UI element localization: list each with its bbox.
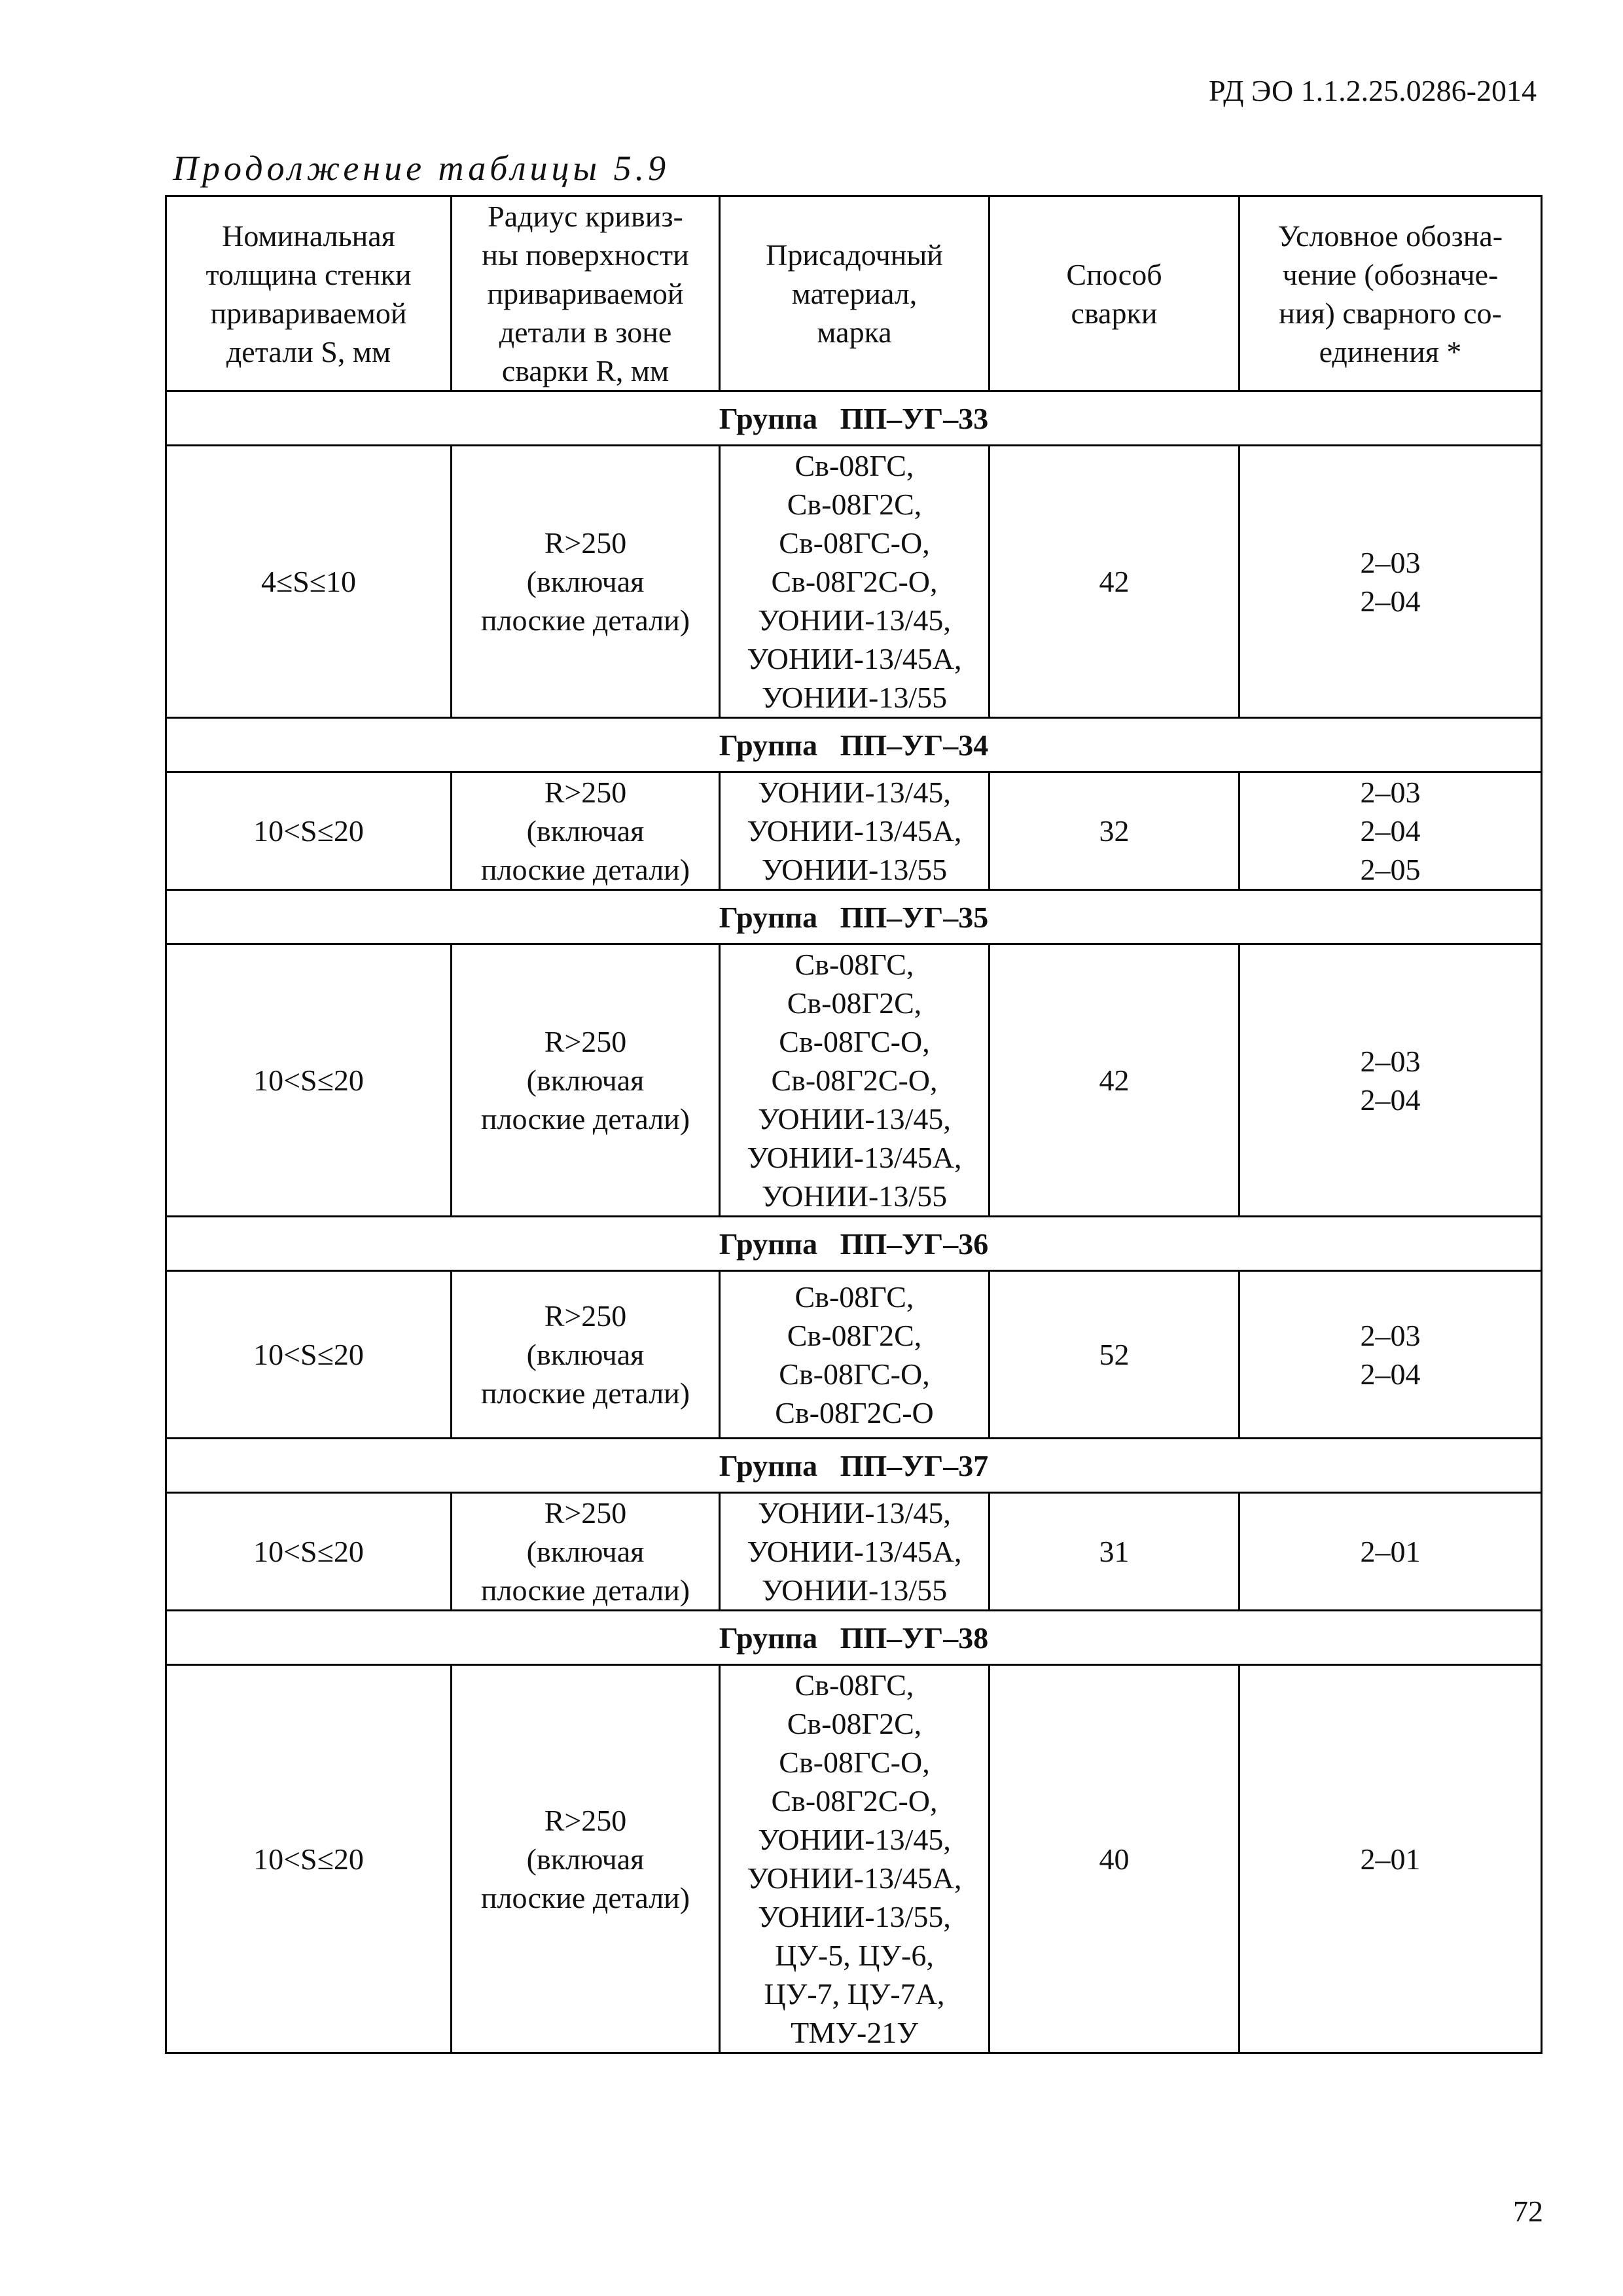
group-header-row xyxy=(166,391,1542,446)
header-method-line: Способ xyxy=(1066,257,1162,291)
designation-cell-line: 2–04 xyxy=(1360,814,1421,848)
header-thickness-line: привариваемой xyxy=(210,296,407,330)
radius-cell-line: R>250 xyxy=(544,1025,627,1058)
header-thickness-line: Номинальная xyxy=(222,219,395,253)
header-designation-line: Условное обозна- xyxy=(1277,219,1503,253)
radius-cell-line: (включая xyxy=(526,1842,645,1876)
header-radius-line: ны поверхности xyxy=(482,238,689,272)
material-cell-line: Св-08Г2С, xyxy=(787,1707,922,1740)
header-method-line: сварки xyxy=(1071,296,1158,330)
designation-cell-line: 2–01 xyxy=(1360,1535,1421,1568)
material-cell-line: Св-08Г2С, xyxy=(787,488,922,521)
group-header-row xyxy=(166,718,1542,772)
material-cell-line: Св-08Г2С-О, xyxy=(771,565,938,598)
page-number: 72 xyxy=(1513,2195,1543,2228)
header-radius-line: Радиус кривиз- xyxy=(488,200,683,233)
header-radius-line: привариваемой xyxy=(487,277,684,310)
designation-cell-line: 2–05 xyxy=(1360,853,1421,886)
header-method xyxy=(990,196,1240,391)
radius-cell-line: R>250 xyxy=(544,776,627,809)
thickness-cell: 4≤S≤10 xyxy=(166,446,452,718)
thickness-cell: 10<S≤20 xyxy=(166,1271,452,1439)
header-thickness-line: детали S, мм xyxy=(226,334,391,368)
material-cell-line: ЦУ-7, ЦУ-7А, xyxy=(764,1977,945,2011)
group-header-row xyxy=(166,1611,1542,1665)
table-row xyxy=(166,772,1542,890)
material-cell-line: Св-08Г2С, xyxy=(787,986,922,1020)
radius-cell-line: плоские детали) xyxy=(480,1880,690,1914)
table-row xyxy=(166,1271,1542,1439)
group-title: Группа ПП–УГ–34 xyxy=(166,718,1542,772)
header-thickness-line: толщина стенки xyxy=(205,257,412,291)
material-cell-line: УОНИИ-13/45, xyxy=(758,603,951,637)
method-cell: 42 xyxy=(990,944,1240,1217)
material-cell xyxy=(720,1271,990,1439)
group-header-row xyxy=(166,890,1542,944)
radius-cell-line: R>250 xyxy=(544,1299,627,1333)
material-cell-line: УОНИИ-13/55 xyxy=(761,681,948,714)
material-cell-line: УОНИИ-13/45, xyxy=(758,1823,951,1856)
material-cell-line: Св-08ГС, xyxy=(794,1280,914,1314)
material-cell-line: Св-08ГС-О, xyxy=(779,1025,930,1058)
group-title: Группа ПП–УГ–38 xyxy=(166,1611,1542,1665)
group-title: Группа ПП–УГ–37 xyxy=(166,1439,1542,1493)
group-title: Группа ПП–УГ–33 xyxy=(166,391,1542,446)
method-cell: 52 xyxy=(990,1271,1240,1439)
method-cell: 32 xyxy=(990,772,1240,890)
thickness-cell: 10<S≤20 xyxy=(166,1665,452,2053)
header-material xyxy=(720,196,990,391)
table-row xyxy=(166,446,1542,718)
header-material-line: марка xyxy=(817,315,892,349)
group-header-row xyxy=(166,1217,1542,1271)
material-cell-line: Св-08ГС-О, xyxy=(779,526,930,560)
radius-cell xyxy=(452,772,720,890)
radius-cell xyxy=(452,944,720,1217)
material-cell-line: УОНИИ-13/45А, xyxy=(747,1861,962,1895)
designation-cell xyxy=(1240,1665,1542,2053)
header-thickness xyxy=(166,196,452,391)
material-cell-line: Св-08ГС, xyxy=(794,1668,914,1702)
designation-cell xyxy=(1240,1493,1542,1611)
radius-cell-line: R>250 xyxy=(544,1496,627,1530)
material-cell-line: Св-08ГС, xyxy=(794,449,914,482)
designation-cell xyxy=(1240,446,1542,718)
material-cell-line: УОНИИ-13/55 xyxy=(761,1573,948,1607)
material-cell xyxy=(720,1665,990,2053)
designation-cell xyxy=(1240,944,1542,1217)
method-cell: 31 xyxy=(990,1493,1240,1611)
material-cell-line: УОНИИ-13/45, xyxy=(758,776,951,809)
group-header-row xyxy=(166,1439,1542,1493)
radius-cell-line: плоские детали) xyxy=(480,603,690,637)
material-cell xyxy=(720,1493,990,1611)
material-cell-line: УОНИИ-13/45А, xyxy=(747,642,962,675)
material-cell-line: УОНИИ-13/45А, xyxy=(747,1535,962,1568)
material-cell-line: Св-08Г2С, xyxy=(787,1318,922,1352)
material-cell-line: УОНИИ-13/55 xyxy=(761,1179,948,1213)
material-cell-line: Св-08Г2С-О, xyxy=(771,1064,938,1097)
table-row xyxy=(166,1493,1542,1611)
material-cell-line: Св-08Г2С-О, xyxy=(771,1784,938,1818)
thickness-cell: 10<S≤20 xyxy=(166,944,452,1217)
radius-cell-line: плоские детали) xyxy=(480,853,690,886)
material-cell-line: ТМУ-21У xyxy=(791,2016,918,2049)
designation-cell xyxy=(1240,1271,1542,1439)
material-cell-line: УОНИИ-13/45, xyxy=(758,1102,951,1136)
material-cell-line: УОНИИ-13/45, xyxy=(758,1496,951,1530)
welding-table xyxy=(165,195,1543,2054)
header-designation-line: ния) сварного со- xyxy=(1279,296,1502,330)
designation-cell-line: 2–03 xyxy=(1360,1044,1421,1078)
header-radius-line: сварки R, мм xyxy=(501,354,669,387)
radius-cell-line: плоские детали) xyxy=(480,1376,690,1410)
method-cell: 42 xyxy=(990,446,1240,718)
material-cell xyxy=(720,944,990,1217)
material-cell-line: Св-08ГС, xyxy=(794,948,914,981)
document-code: РД ЭО 1.1.2.25.0286-2014 xyxy=(1209,74,1537,107)
group-title: Группа ПП–УГ–35 xyxy=(166,890,1542,944)
radius-cell-line: (включая xyxy=(526,1338,645,1371)
header-designation-line: чение (обозначе- xyxy=(1282,257,1499,291)
designation-cell-line: 2–04 xyxy=(1360,1083,1421,1117)
table-row xyxy=(166,1665,1542,2053)
thickness-cell: 10<S≤20 xyxy=(166,772,452,890)
material-cell xyxy=(720,446,990,718)
designation-cell xyxy=(1240,772,1542,890)
designation-cell-line: 2–03 xyxy=(1360,545,1421,579)
material-cell xyxy=(720,772,990,890)
header-radius-line: детали в зоне xyxy=(499,315,672,349)
header-radius xyxy=(452,196,720,391)
table-header-row xyxy=(166,196,1542,391)
header-material-line: Присадочный xyxy=(766,238,943,272)
radius-cell xyxy=(452,1665,720,2053)
designation-cell-line: 2–04 xyxy=(1360,584,1421,618)
designation-cell-line: 2–04 xyxy=(1360,1357,1421,1391)
radius-cell-line: (включая xyxy=(526,565,645,598)
radius-cell xyxy=(452,446,720,718)
radius-cell-line: R>250 xyxy=(544,1803,627,1837)
thickness-cell: 10<S≤20 xyxy=(166,1493,452,1611)
material-cell-line: Св-08ГС-О, xyxy=(779,1746,930,1779)
material-cell-line: УОНИИ-13/55 xyxy=(761,853,948,886)
material-cell-line: Св-08Г2С-О xyxy=(775,1395,934,1429)
designation-cell-line: 2–03 xyxy=(1360,1318,1421,1352)
group-title: Группа ПП–УГ–36 xyxy=(166,1217,1542,1271)
table-body xyxy=(166,391,1542,2053)
method-cell: 40 xyxy=(990,1665,1240,2053)
radius-cell xyxy=(452,1271,720,1439)
material-cell-line: ЦУ-5, ЦУ-6, xyxy=(775,1939,934,1972)
material-cell-line: Св-08ГС-О, xyxy=(779,1357,930,1391)
radius-cell-line: плоские детали) xyxy=(480,1102,690,1136)
header-material-line: материал, xyxy=(791,277,918,310)
designation-cell-line: 2–03 xyxy=(1360,776,1421,809)
table-caption: Продолжение таблицы 5.9 xyxy=(173,149,670,188)
material-cell-line: УОНИИ-13/55, xyxy=(758,1900,951,1933)
material-cell-line: УОНИИ-13/45А, xyxy=(747,814,962,848)
table-row xyxy=(166,944,1542,1217)
radius-cell-line: плоские детали) xyxy=(480,1573,690,1607)
radius-cell-line: (включая xyxy=(526,1064,645,1097)
designation-cell-line: 2–01 xyxy=(1360,1842,1421,1876)
material-cell-line: УОНИИ-13/45А, xyxy=(747,1141,962,1174)
radius-cell-line: (включая xyxy=(526,1535,645,1568)
header-designation xyxy=(1240,196,1542,391)
radius-cell-line: (включая xyxy=(526,814,645,848)
header-designation-line: единения * xyxy=(1319,334,1462,368)
radius-cell xyxy=(452,1493,720,1611)
radius-cell-line: R>250 xyxy=(544,526,627,560)
